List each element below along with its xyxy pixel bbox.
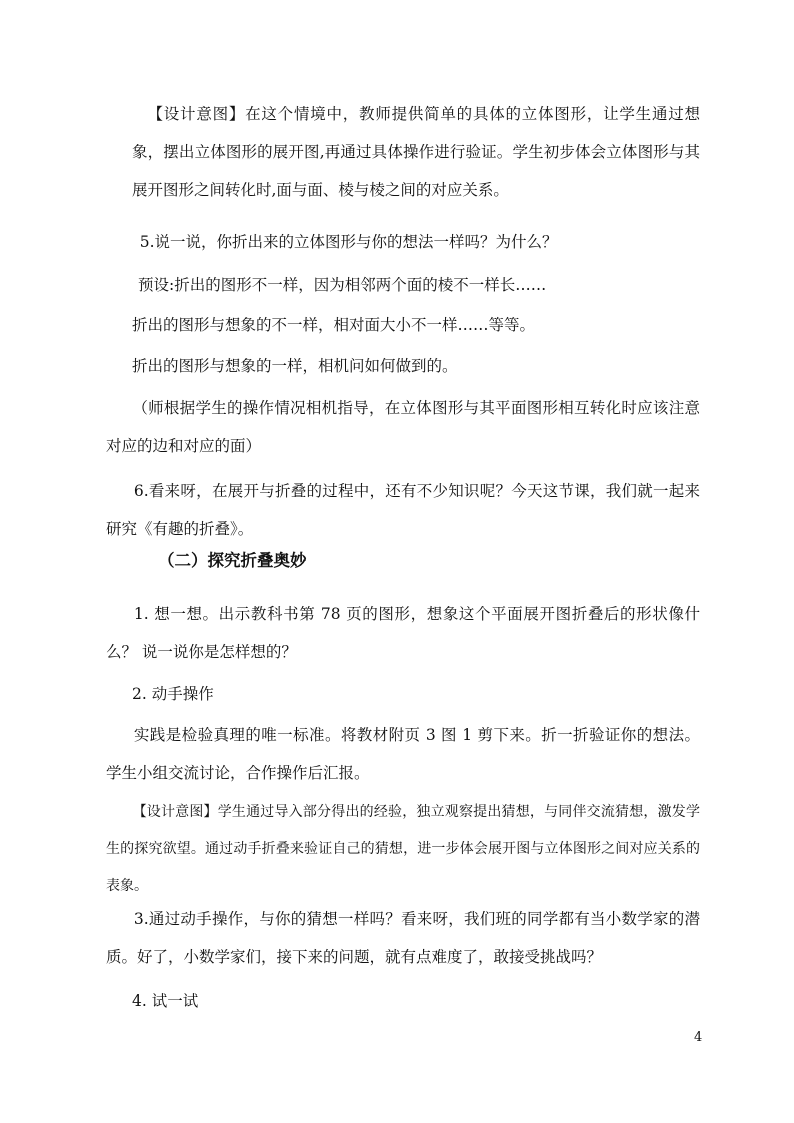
page-number: 4 <box>694 1030 703 1045</box>
step-5-paragraph: 5.说一说，你折出来的立体图形与你的想法一样吗？为什么？ <box>139 233 558 251</box>
step-1-paragraph: 1. 想一想。出示教科书第 78 页的图形，想象这个平面展开图折叠后的形状像什么？ 说一说你是怎样想的？ <box>106 605 700 661</box>
section-heading: （二）探究折叠奥妙 <box>158 551 307 570</box>
design-intent-paragraph-2: 【设计意图】学生通过导入部分得出的经验，独立观察提出猜想，与同伴交流猜想，激发学生的探究欲望。通过动手折叠来验证自己的猜想，进一步体会展开图与立体图形之间对应关系的表象。 <box>106 804 700 894</box>
prediction-paragraph: 预设:折出的图形不一样，因为相邻两个面的棱不一样长…… <box>138 276 547 294</box>
prediction-different-paragraph: 折出的图形与想象的不一样，相对面大小不一样……等等。 <box>132 316 536 334</box>
step-3-paragraph: 3.通过动手操作，与你的猜想一样吗？看来呀，我们班的同学都有当小数学家的潜质。好了，小数学家们，接下来的问题，就有点难度了，敢接受挑战吗？ <box>106 910 700 966</box>
design-intent-paragraph-1: 【设计意图】在这个情境中，教师提供简单的具体的立体图形，让学生通过想象，摆出立体图形的展开图,再通过具体操作进行验证。学生初步体会立体图形与其展开图形之间转化时,面与面、棱与棱之间的对应关系。 <box>132 105 700 199</box>
prediction-same-paragraph: 折出的图形与想象的一样，相机问如何做到的。 <box>132 357 458 375</box>
practice-paragraph: 实践是检验真理的唯一标准。将教材附页 3 图 1 剪下来。折一折验证你的想法。学生小组交流讨论，合作操作后汇报。 <box>106 726 700 782</box>
step-2-paragraph: 2. 动手操作 <box>132 685 214 703</box>
step-6-paragraph: 6.看来呀，在展开与折叠的过程中，还有不少知识呢？今天这节课，我们就一起来研究《有趣的折叠》。 <box>106 482 700 538</box>
teacher-guidance-paragraph: （师根据学生的操作情况相机指导，在立体图形与其平面图形相互转化时应该注意对应的边和对应的面） <box>106 399 700 455</box>
step-4-paragraph: 4. 试一试 <box>132 992 199 1010</box>
